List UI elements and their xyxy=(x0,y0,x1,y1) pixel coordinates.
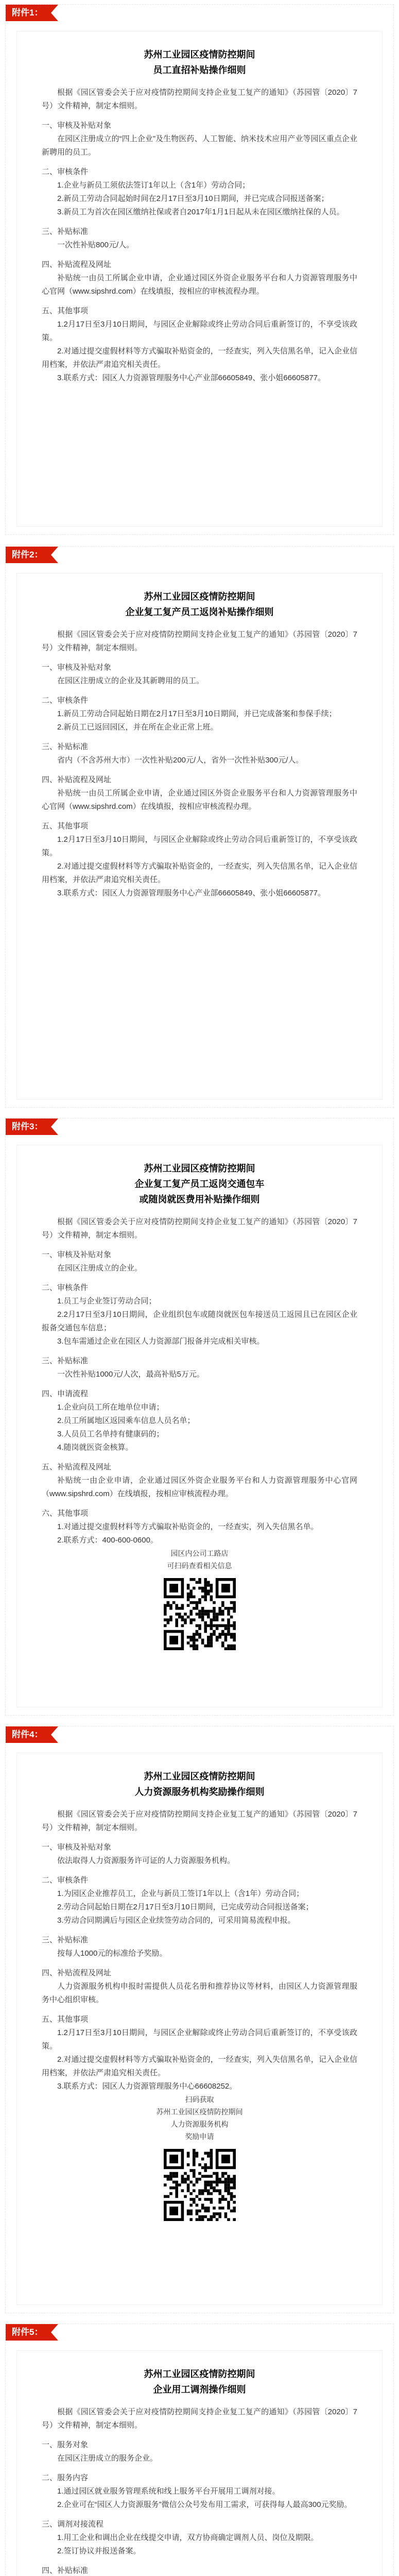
body-paragraph: 1.新员工劳动合同起始日期在2月17日至3月10日期间，并已完成备案和参保手续； xyxy=(57,709,337,718)
attachment-title: 苏州工业园区疫情防控期间 企业用工调剂操作细则 xyxy=(144,2369,255,2395)
body-paragraph: 在园区注册成立的服务企业。 xyxy=(57,2454,158,2463)
section-heading: 四、申请流程 xyxy=(42,1389,89,1398)
body-paragraph: 1.企业向员工所在地单位申请； xyxy=(57,1403,164,1412)
body-paragraph: 3.新员工为首次在园区缴纳社保或者自2017年1月1日起从未在园区缴纳社保的人员。 xyxy=(57,208,344,216)
attachment-card xyxy=(17,31,382,526)
body-paragraph: 在园区注册成立的“四上企业”及生物医药、人工智能、纳米技术应用产业等园区重点企业新聘用的员工。 xyxy=(42,134,357,157)
signature: 扫码获取 苏州工业园区疫情防控期间 人力资源服务机构 奖励申请 xyxy=(156,2095,243,2141)
section-heading: 四、补贴流程及网址 xyxy=(42,1969,112,1977)
body-paragraph: 1.对通过提交虚假材料等方式骗取补贴资金的，一经查实，列入失信黑名单。 xyxy=(57,1522,319,1531)
body-paragraph: 2.对通过提交虚假材料等方式骗取补贴资金的，一经查实，列入失信黑名单，记入企业信用档案，并依法严肃追究相关责任。 xyxy=(42,2055,357,2077)
body-paragraph: 根据《园区管委会关于应对疫情防控期间支持企业复工复产的通知》（苏园管〔2020〕7号）文件精神，制定本细则。 xyxy=(42,630,357,652)
section-heading: 三、调剂对接流程 xyxy=(42,2520,104,2529)
body-paragraph: 一次性补贴800元/人。 xyxy=(57,241,134,249)
body-paragraph: 1.2月17日至3月10日期间，与园区企业解除或终止劳动合同后重新签订的，不享受该政策。 xyxy=(42,835,357,857)
body-paragraph: 3.联系方式：园区人力资源管理服务中心产业部66605849、张小姐66605877。 xyxy=(57,889,325,897)
section-heading: 五、其他事项 xyxy=(42,2015,89,2024)
section-heading: 三、补贴标准 xyxy=(42,227,89,236)
body-paragraph: 3.联系方式：园区人力资源管理服务中心产业部66605849、张小姐66605877。 xyxy=(57,374,325,382)
body-paragraph: 一次性补贴1000元/人次，最高补贴5万元。 xyxy=(57,1370,204,1379)
body-paragraph: 省内（不含苏州大市）一次性补贴200元/人，省外一次性补贴300元/人。 xyxy=(57,756,304,765)
body-paragraph: 2.联系方式：400-600-0600。 xyxy=(57,1536,158,1545)
attachment-title: 苏州工业园区疫情防控期间 人力资源服务机构奖励操作细则 xyxy=(134,1771,265,1797)
body-paragraph: 3.劳动合同期满后与园区企业续签劳动合同的，可采用简易流程申报。 xyxy=(57,1916,296,1925)
body-paragraph: 2.新员工劳动合同起始时间在2月17日至3月10日期间，并已完成合同报送备案； xyxy=(57,194,329,203)
attachment-5 xyxy=(5,2324,394,2576)
attachment-2 xyxy=(5,546,394,1108)
section-heading: 三、补贴标准 xyxy=(42,742,89,751)
body-paragraph: 根据《园区管委会关于应对疫情防控期间支持企业复工复产的通知》（苏园管〔2020〕7号）文件精神，制定本细则。 xyxy=(42,1217,357,1240)
section-heading: 一、审核及补贴对象 xyxy=(42,1843,112,1852)
body-paragraph: 根据《园区管委会关于应对疫情防控期间支持企业复工复产的通知》（苏园管〔2020〕7号）文件精神，制定本细则。 xyxy=(42,1810,357,1832)
section-heading: 五、其他事项 xyxy=(42,822,89,831)
body-paragraph: 2.员工所属地区返园乘车信息人员名单； xyxy=(57,1416,195,1425)
section-heading: 四、补贴流程及网址 xyxy=(42,775,112,784)
section-heading: 五、其他事项 xyxy=(42,307,89,315)
body-paragraph: 2.签订协议并报送备案。 xyxy=(57,2547,141,2555)
body-paragraph: 1.通过园区就业服务管理系统和线上服务平台开展用工调剂对接。 xyxy=(57,2487,280,2496)
attachment-tag: 附件3： xyxy=(6,1118,51,1135)
section-heading: 一、审核及补贴对象 xyxy=(42,121,112,130)
body-paragraph: 1.企业与新员工须依法签订1年以上（含1年）劳动合同； xyxy=(57,181,250,190)
section-heading: 二、审核条件 xyxy=(42,696,89,705)
attachment-card xyxy=(17,2351,382,2576)
qr-code-icon[interactable] xyxy=(164,1578,236,1650)
body-paragraph: 2.2月17日至3月10日期间，企业组织包车或随岗就医包车接送员工返园且已在园区企业报备交通包车信息； xyxy=(42,1310,357,1332)
attachment-tag: 附件2： xyxy=(6,547,51,563)
body-paragraph: 2.对通过提交虚假材料等方式骗取补贴资金的，一经查实，列入失信黑名单，记入企业信用档案，并依法严肃追究相关责任。 xyxy=(42,862,357,884)
attachment-1 xyxy=(5,4,394,535)
section-heading: 一、服务对象 xyxy=(42,2441,89,2449)
body-paragraph: 补贴统一由员工所属企业申请，企业通过园区外资企业服务平台和人力资源管理服务中心官网（www.sipshrd.com）在线填报，按相应审核流程办理。 xyxy=(42,789,357,811)
attachment-card xyxy=(17,573,382,1099)
body-paragraph: 2.对通过提交虚假材料等方式骗取补贴资金的，一经查实，列入失信黑名单，记入企业信用档案，并依法严肃追究相关责任。 xyxy=(42,347,357,369)
attachment-title: 苏州工业园区疫情防控期间 企业复工复产员工返岗补贴操作细则 xyxy=(125,591,274,617)
section-heading: 五、补贴流程及网址 xyxy=(42,1463,112,1471)
section-heading: 二、审核条件 xyxy=(42,1283,89,1292)
attachment-title: 苏州工业园区疫情防控期间 企业复工复产员工返岗交通包车 或随岗就医费用补贴操作细则 xyxy=(134,1163,265,1205)
section-heading: 六、其他事项 xyxy=(42,1509,89,1518)
section-heading: 二、审核条件 xyxy=(42,1876,89,1885)
body-paragraph: 1.为园区企业推荐员工，企业与新员工签订1年以上（含1年）劳动合同； xyxy=(57,1889,304,1898)
attachment-card xyxy=(17,1753,382,2304)
body-paragraph: 3.联系方式：园区人力资源管理服务中心66608252。 xyxy=(57,2082,237,2091)
body-paragraph: 2.新员工已返回园区，并在所在企业正常上班。 xyxy=(57,723,218,732)
body-paragraph: 在园区注册成立的企业及其新聘用的员工。 xyxy=(57,676,204,685)
attachment-card xyxy=(17,1145,382,1707)
qr-code-icon[interactable] xyxy=(164,2149,236,2221)
body-paragraph: 补贴统一由企业申请，企业通过园区外资企业服务平台和人力资源管理服务中心官网（www.sipshrd.com）在线填报，按相应审核流程办理。 xyxy=(42,1476,357,1498)
attachment-4 xyxy=(5,1726,394,2313)
body-paragraph: 3.人员员工名单持有健康码的； xyxy=(57,1430,164,1438)
section-heading: 一、审核及补贴对象 xyxy=(42,663,112,672)
body-paragraph: 3.包车需通过企业在园区人力资源部门报备并完成相关审核。 xyxy=(57,1337,265,1346)
section-heading: 三、补贴标准 xyxy=(42,1357,89,1365)
body-paragraph: 依法取得人力资源服务许可证的人力资源服务机构。 xyxy=(57,1856,235,1865)
attachment-tag: 附件5： xyxy=(6,2324,51,2341)
attachment-3 xyxy=(5,1118,394,1716)
body-paragraph: 人力资源服务机构申报时需提供人员花名册和推荐协议等材料，由园区人力资源管理服务中心组织审核。 xyxy=(42,1982,357,2004)
body-paragraph: 2.企业可在“园区人力资源服务”微信公众号发布用工需求，可获得每人最高300元奖励。 xyxy=(57,2500,352,2509)
section-heading: 一、审核及补贴对象 xyxy=(42,1250,112,1259)
attachment-tag: 附件4： xyxy=(6,1726,51,1743)
body-paragraph: 补贴统一由员工所属企业申请，企业通过园区外资企业服务平台和人力资源管理服务中心官网（www.sipshrd.com）在线填报，按相应的审核流程办理。 xyxy=(42,274,357,296)
section-heading: 二、审核条件 xyxy=(42,167,89,176)
body-paragraph: 2.劳动合同起始日期在2月17日至3月10日期间，已完成劳动合同报送备案； xyxy=(57,1903,314,1911)
body-paragraph: 1.2月17日至3月10日期间，与园区企业解除或终止劳动合同后重新签订的，不享受该政策。 xyxy=(42,2028,357,2050)
signature: 园区内公司工路店 可扫码查看相关信息 xyxy=(167,1549,232,1570)
body-paragraph: 4.随岗就医资金核算。 xyxy=(57,1443,133,1452)
section-heading: 三、补贴标准 xyxy=(42,1936,89,1944)
body-paragraph: 按每人1000元的标准给予奖励。 xyxy=(57,1949,167,1958)
section-heading: 四、补贴标准 xyxy=(42,2566,89,2575)
body-paragraph: 1.员工与企业签订劳动合同； xyxy=(57,1297,157,1306)
section-heading: 二、服务内容 xyxy=(42,2473,89,2482)
body-paragraph: 在园区注册成立的企业。 xyxy=(57,1264,143,1273)
body-paragraph: 1.2月17日至3月10日期间，与园区企业解除或终止劳动合同后重新签订的，不享受该政策。 xyxy=(42,320,357,342)
attachment-tag: 附件1： xyxy=(6,5,51,21)
body-paragraph: 1.用工企业和调出企业在线提交申请，双方协商确定调剂人员、岗位及期限。 xyxy=(57,2533,319,2542)
section-heading: 四、补贴流程及网址 xyxy=(42,260,112,269)
body-paragraph: 根据《园区管委会关于应对疫情防控期间支持企业复工复产的通知》（苏园管〔2020〕7号）文件精神，制定本细则。 xyxy=(42,88,357,110)
attachment-title: 苏州工业园区疫情防控期间 员工直招补贴操作细则 xyxy=(144,49,255,75)
body-paragraph: 根据《园区管委会关于应对疫情防控期间支持企业复工复产的通知》（苏园管〔2020〕7号）文件精神，制定本细则。 xyxy=(42,2408,357,2430)
